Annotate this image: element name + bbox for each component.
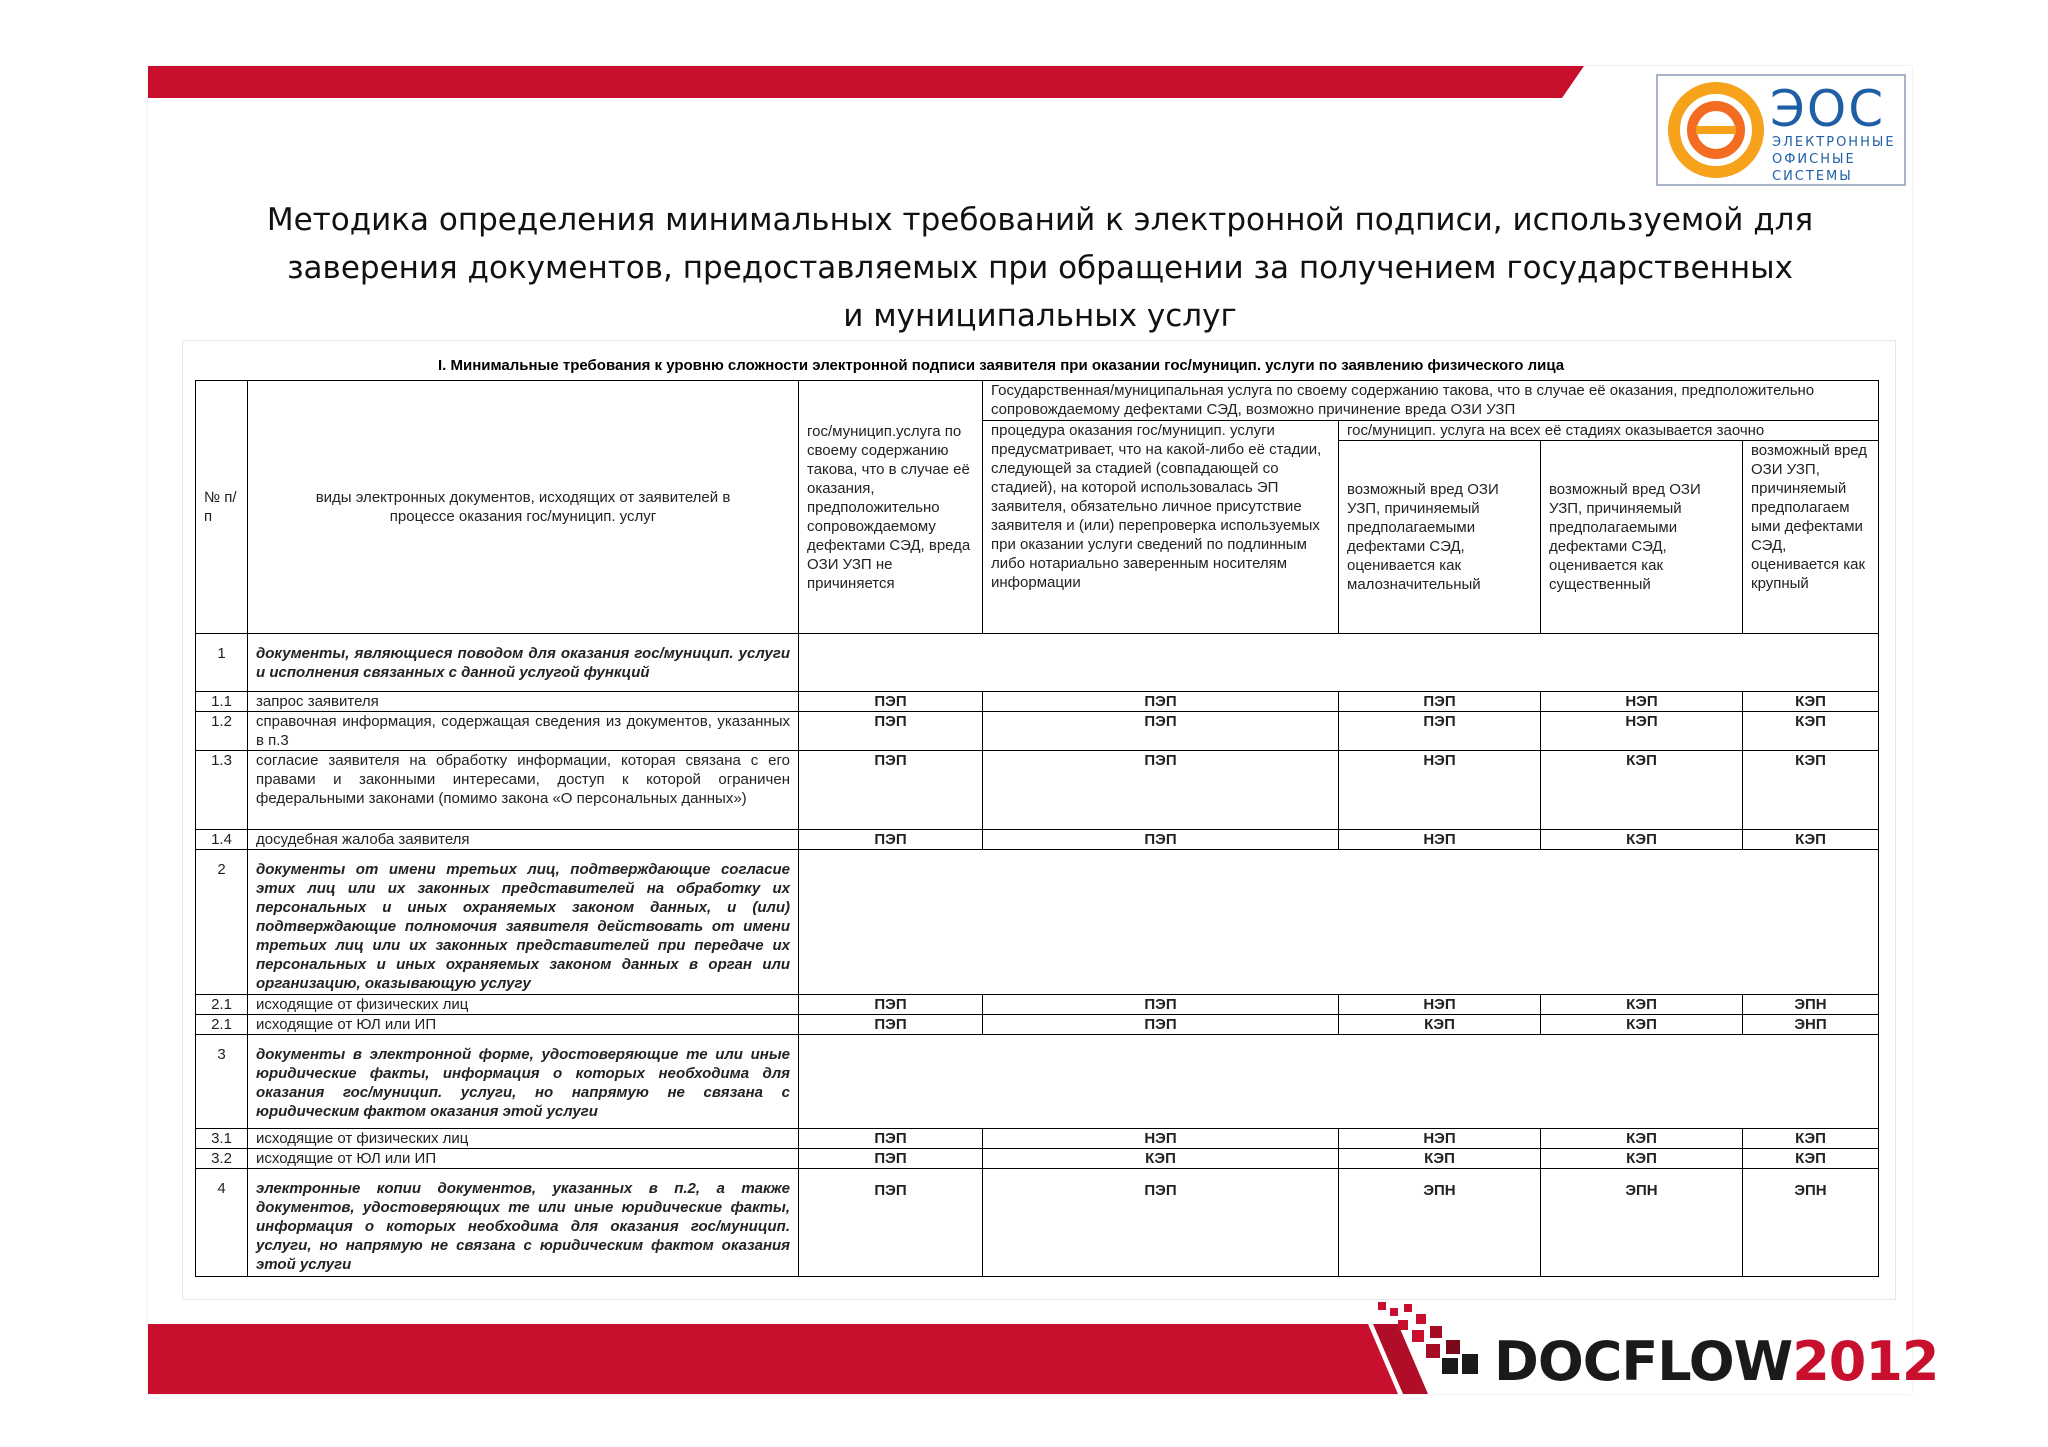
signature-cell: ЭПН	[1339, 1169, 1541, 1277]
signature-cell: НЭП	[1339, 1129, 1541, 1149]
header-subgroup-remote: гос/муницип. услуга на всех её стадиях оказывается заочно	[1339, 421, 1879, 441]
row-number: 2.1	[196, 995, 248, 1015]
signature-cell: КЭП	[1743, 830, 1879, 850]
signature-cell: КЭП	[1541, 1015, 1743, 1035]
signature-cell: КЭП	[1743, 712, 1879, 751]
signature-cell: ЭПН	[1743, 995, 1879, 1015]
header-col-major-harm: возможный вред ОЗИ УЗП, причиняемый предполагаем ыми дефектами СЭД, оценивается как крупный	[1743, 441, 1879, 634]
signature-cell: ПЭП	[983, 1015, 1339, 1035]
row-number: 2	[196, 850, 248, 995]
signature-cell: ПЭП	[983, 712, 1339, 751]
row-description: согласие заявителя на обработку информации, которая связана с его правами и законными интересами, доступ к которой ограничен федеральными законами (помимо закона «О персональных данных»)	[248, 751, 799, 830]
signature-cell: ПЭП	[799, 1149, 983, 1169]
row-number: 3	[196, 1035, 248, 1129]
top-red-band	[148, 66, 1912, 98]
signature-cell: НЭП	[1339, 751, 1541, 830]
signature-cell: ПЭП	[983, 830, 1339, 850]
row-description: электронные копии документов, указанных в п.2, а также документов, удостоверяющих те или иные юридические факты, информация о которых необходима для оказания гос/муницип. услуги, но напрямую не связана с юридическим фактом оказания этой услуги	[248, 1169, 799, 1277]
signature-cell: ПЭП	[799, 751, 983, 830]
signature-requirements-table	[195, 380, 1879, 1277]
table-row	[196, 634, 1879, 692]
signature-cell: НЭП	[1339, 995, 1541, 1015]
row-number: 1.2	[196, 712, 248, 751]
row-empty-cells	[799, 850, 1879, 995]
slide-title-line-2: заверения документов, предоставляемых при обращении за получением государственных	[287, 250, 1793, 286]
row-number: 1	[196, 634, 248, 692]
table-row	[196, 1149, 1879, 1169]
row-description: запрос заявителя	[248, 692, 799, 712]
table-row	[196, 850, 1879, 995]
signature-cell: КЭП	[1743, 692, 1879, 712]
signature-cell: НЭП	[1541, 712, 1743, 751]
signature-cell: КЭП	[1541, 1129, 1743, 1149]
signature-cell: КЭП	[1743, 1149, 1879, 1169]
docflow-brand	[1494, 1330, 1939, 1393]
table-row	[196, 1169, 1879, 1277]
signature-cell: ПЭП	[983, 692, 1339, 712]
row-number: 2.1	[196, 1015, 248, 1035]
signature-cell: ЭПН	[1541, 1169, 1743, 1277]
signature-cell: НЭП	[983, 1129, 1339, 1149]
header-col-minor-harm: возможный вред ОЗИ УЗП, причиняемый предполагаемыми дефектами СЭД, оценивается как малозначительный	[1339, 441, 1541, 634]
row-number: 3.2	[196, 1149, 248, 1169]
row-description: справочная информация, содержащая сведения из документов, указанных в п.3	[248, 712, 799, 751]
signature-cell: ЭНП	[1743, 1015, 1879, 1035]
eos-logo-swirl-icon	[1666, 80, 1766, 180]
table-row	[196, 751, 1879, 830]
slide-title	[190, 196, 1890, 340]
signature-cell: КЭП	[1339, 1149, 1541, 1169]
signature-cell: ПЭП	[983, 995, 1339, 1015]
docflow-logo-mark-icon	[1364, 1300, 1484, 1382]
table-row	[196, 830, 1879, 850]
signature-cell: КЭП	[1541, 830, 1743, 850]
signature-cell: КЭП	[1541, 751, 1743, 830]
signature-cell: ПЭП	[799, 1015, 983, 1035]
signature-cell: ПЭП	[983, 1169, 1339, 1277]
signature-cell: КЭП	[1743, 751, 1879, 830]
row-description: документы в электронной форме, удостоверяющие те или иные юридические факты, информация о которых необходима для оказания гос/муницип. услуги, но напрямую не связана с юридическим фактом оказания этой услуги	[248, 1035, 799, 1129]
signature-cell: КЭП	[1339, 1015, 1541, 1035]
row-description: исходящие от физических лиц	[248, 1129, 799, 1149]
signature-cell: КЭП	[1541, 1149, 1743, 1169]
header-num: № п/п	[196, 381, 248, 634]
row-description: досудебная жалоба заявителя	[248, 830, 799, 850]
table-row	[196, 712, 1879, 751]
section-title: I. Минимальные требования к уровню сложности электронной подписи заявителя при оказании гос/муницип. услуги по заявлению физического лица	[438, 357, 1565, 374]
eos-logo-line-2: ОФИСНЫЕ	[1772, 152, 1856, 167]
docflow-brand-name: DOCFLOW	[1494, 1330, 1793, 1393]
header-document-kinds: виды электронных документов, исходящих от заявителей в процессе оказания гос/муницип. услуг	[248, 381, 799, 634]
signature-cell: КЭП	[1541, 995, 1743, 1015]
table-row	[196, 1035, 1879, 1129]
eos-logo-subtitle	[1772, 134, 1896, 185]
table-row	[196, 692, 1879, 712]
row-description: документы, являющиеся поводом для оказания гос/муницип. услуги и исполнения связанных с данной услугой функций	[248, 634, 799, 692]
row-number: 3.1	[196, 1129, 248, 1149]
signature-cell: ПЭП	[799, 692, 983, 712]
signature-cell: ЭПН	[1743, 1169, 1879, 1277]
signature-cell: КЭП	[983, 1149, 1339, 1169]
signature-cell: НЭП	[1541, 692, 1743, 712]
eos-logo	[1656, 74, 1906, 186]
table-row	[196, 995, 1879, 1015]
row-description: документы от имени третьих лиц, подтверждающие согласие этих лиц или их законных представителей на обработку их персональных и иных охраняемых законом данных, и (или) подтверждающие полномочия заявителя действовать от имени третьих лиц или их законных представителей при передаче их персональных и иных охраняемых законом данных в орган или организацию, оказывающую услугу	[248, 850, 799, 995]
header-group-harm-possible: Государственная/муниципальная услуга по своему содержанию такова, что в случае её оказания, предположительно сопровождаемому дефектами СЭД, возможно причинение вреда ОЗИ УЗП	[983, 381, 1879, 421]
signature-cell: ПЭП	[1339, 692, 1541, 712]
row-description: исходящие от физических лиц	[248, 995, 799, 1015]
row-number: 1.1	[196, 692, 248, 712]
row-description: исходящие от ЮЛ или ИП	[248, 1149, 799, 1169]
signature-cell: ПЭП	[799, 995, 983, 1015]
eos-logo-line-3: СИСТЕМЫ	[1772, 169, 1853, 184]
table-row	[196, 1129, 1879, 1149]
signature-cell: КЭП	[1743, 1129, 1879, 1149]
header-col-significant-harm: возможный вред ОЗИ УЗП, причиняемый предполагаемыми дефектами СЭД, оценивается как существенный	[1541, 441, 1743, 634]
signature-cell: ПЭП	[799, 1169, 983, 1277]
signature-cell: ПЭП	[983, 751, 1339, 830]
signature-cell: ПЭП	[799, 830, 983, 850]
row-number: 1.4	[196, 830, 248, 850]
row-empty-cells	[799, 634, 1879, 692]
slide-title-line-3: и муниципальных услуг	[843, 298, 1237, 334]
header-col-no-harm: гос/муницип.услуга по своему содержанию такова, что в случае её оказания, предположительно сопровождаемому дефектами СЭД, вреда ОЗИ УЗП не причиняется	[799, 381, 983, 634]
signature-cell: НЭП	[1339, 830, 1541, 850]
signature-cell: ПЭП	[1339, 712, 1541, 751]
header-col-personal-presence: процедура оказания гос/муницип. услуги предусматривает, что на какой-либо её стадии, следующей за стадией (совпадающей со стадией), на которой использовалась ЭП заявителя, обязательно личное присутствие заявителя и (или) перепроверка используемых при оказании услуги сведений по подлинным либо нотариально заверенным носителям информации	[983, 421, 1339, 634]
table-row	[196, 1015, 1879, 1035]
eos-logo-line-1: ЭЛЕКТРОННЫЕ	[1772, 135, 1896, 150]
docflow-brand-year: 2012	[1792, 1330, 1939, 1393]
row-empty-cells	[799, 1035, 1879, 1129]
slide-title-line-1: Методика определения минимальных требований к электронной подписи, используемой для	[266, 202, 1814, 238]
row-number: 4	[196, 1169, 248, 1277]
eos-logo-title: ЭОС	[1770, 80, 1886, 138]
row-number: 1.3	[196, 751, 248, 830]
signature-cell: ПЭП	[799, 712, 983, 751]
row-description: исходящие от ЮЛ или ИП	[248, 1015, 799, 1035]
signature-cell: ПЭП	[799, 1129, 983, 1149]
